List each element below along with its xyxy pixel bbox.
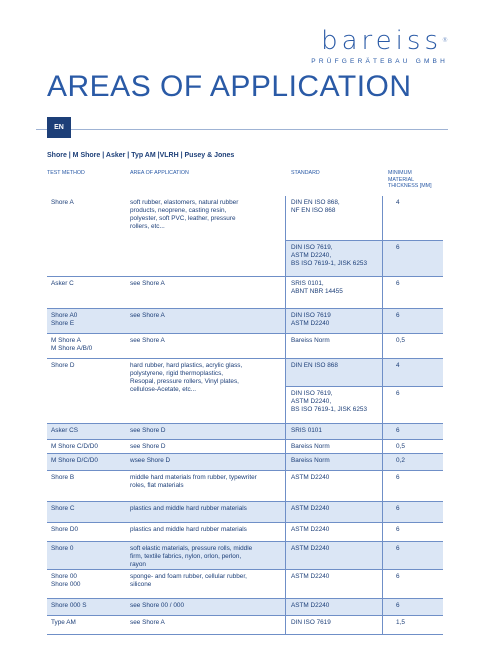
header-test-method: TEST METHOD [47,170,85,176]
column-divider [382,570,383,598]
area-cell: see Shore A [130,312,165,319]
column-divider [382,309,383,333]
test-method-cell: Shore 000 S [51,602,87,609]
standard-cell: ASTM D2240 [291,505,330,512]
column-divider [382,599,383,615]
test-method-cell: M Shore D/C/D0 [51,457,98,464]
standard-subrow [286,241,443,276]
min-thickness-cell: 1,5 [396,619,405,626]
area-cell: plastics and middle hard rubber materials [130,505,247,512]
standard-subrow [286,359,443,387]
column-divider [382,440,383,453]
table-row [47,359,443,424]
area-cell: soft elastic materials, pressure rolls, middle firm, textile fabrics, nylon, orlon, perlon, rayon [130,545,253,568]
table-row [47,454,443,471]
min-thickness-cell: 0,5 [396,443,405,450]
column-divider [382,454,383,470]
column-divider [285,424,286,439]
column-divider [285,502,286,522]
standard-subrow [286,277,443,308]
column-divider [285,334,286,358]
table-row [47,424,443,440]
test-method-cell: M Shore A M Shore A/B/0 [51,337,93,352]
brand-name-text: bareiss [321,26,442,56]
test-method-cell: Shore D0 [51,526,78,533]
min-thickness-cell: 6 [396,526,400,533]
table-row [47,502,443,523]
table-row [47,542,443,570]
test-method-cell: Shore 0 [51,545,74,552]
column-divider [382,359,383,423]
standard-cell: SRIS 0101, ABNT NBR 14455 [291,280,343,295]
test-method-cell: Asker C [51,280,74,287]
page-title: AREAS OF APPLICATION [47,70,412,103]
standard-subrow [286,471,443,501]
column-divider [285,471,286,501]
test-method-cell: Asker CS [51,427,78,434]
column-divider [285,616,286,634]
standard-subrow [286,523,443,541]
area-cell: see Shore 00 / 000 [130,602,185,609]
table-row [47,523,443,542]
column-divider [382,196,383,276]
standard-subrow [286,454,443,470]
column-divider [285,454,286,470]
column-divider [382,502,383,522]
min-thickness-cell: 0,5 [396,337,405,344]
language-badge: EN [47,117,71,138]
column-divider [285,277,286,308]
min-thickness-cell: 6 [396,427,400,434]
brand-tagline: PRÜFGERÄTEBAU GMBH [311,58,448,65]
min-thickness-cell: 6 [396,244,400,251]
min-thickness-cell: 6 [396,545,400,552]
min-thickness-cell: 6 [396,573,400,580]
area-cell: middle hard materials from rubber, typewriter roles, flat materials [130,474,257,489]
test-method-cell: M Shore C/D/D0 [51,443,98,450]
standard-cell: DIN EN ISO 868 [291,362,338,369]
standard-subrow [286,616,443,634]
test-method-cell: Shore C [51,505,75,512]
standard-subrow [286,387,443,423]
min-thickness-cell: 0,2 [396,457,405,464]
table-row [47,570,443,599]
standard-subrow [286,440,443,453]
min-thickness-cell: 6 [396,312,400,319]
table-row [47,334,443,359]
standard-subrow [286,309,443,333]
table-row [47,196,443,277]
standard-cell: ASTM D2240 [291,545,330,552]
standard-cell: ASTM D2240 [291,573,330,580]
column-divider [285,359,286,423]
test-method-cell: Type AM [51,619,76,626]
column-divider [285,309,286,333]
test-method-cell: Shore A0 Shore E [51,312,78,327]
registered-mark: ® [442,37,448,44]
test-method-cell: Shore 00 Shore 000 [51,573,81,588]
column-divider [382,277,383,308]
column-divider [382,542,383,569]
standard-cell: ASTM D2240 [291,526,330,533]
header-standard: STANDARD [291,170,320,176]
table-row [47,309,443,334]
column-divider [285,542,286,569]
test-method-cell: Shore D [51,362,75,369]
area-cell: plastics and middle hard rubber materials [130,526,247,533]
column-divider [382,616,383,634]
area-cell: see Shore A [130,619,165,626]
table-row [47,440,443,454]
table-row [47,277,443,309]
test-method-cell: Shore B [51,474,75,481]
area-cell: see Shore D [130,427,166,434]
table-row [47,471,443,502]
standard-subrow [286,334,443,358]
standard-cell: DIN ISO 7619, ASTM D2240, BS ISO 7619-1, JISK 6253 [291,244,368,267]
table-row [47,616,443,635]
column-divider [285,196,286,276]
area-cell: hard rubber, hard plastics, acrylic glass, polystyrene, rigid thermoplastics, Resopal, pressure rollers, Vinyl plates, cellulose-Acetate, etc... [130,362,243,393]
column-divider [382,523,383,541]
column-divider [382,334,383,358]
area-cell: see Shore D [130,443,166,450]
standard-cell: Bareiss Norm [291,337,330,344]
standard-subrow [286,196,443,241]
test-method-cell: Shore A [51,199,74,206]
brand-logo [311,28,448,65]
methods-line: Shore | M Shore | Asker | Typ AM |VLRH | Pusey & Jones [47,152,235,159]
column-divider [285,570,286,598]
title-divider [36,129,448,130]
standard-cell: ASTM D2240 [291,602,330,609]
min-thickness-cell: 4 [396,199,400,206]
standard-cell: Bareiss Norm [291,443,330,450]
area-cell: see Shore A [130,337,165,344]
standard-cell: ASTM D2240 [291,474,330,481]
standard-cell: DIN ISO 7619, ASTM D2240, BS ISO 7619-1, JISK 6253 [291,390,368,413]
column-divider [382,424,383,439]
standard-subrow [286,424,443,439]
min-thickness-cell: 4 [396,362,400,369]
application-table [47,196,443,635]
standard-cell: DIN EN ISO 868, NF EN ISO 868 [291,199,340,214]
column-divider [285,599,286,615]
min-thickness-cell: 6 [396,474,400,481]
area-cell: wsee Shore D [130,457,171,464]
column-divider [382,471,383,501]
standard-subrow [286,502,443,522]
area-cell: soft rubber, elastomers, natural rubber products, neoprene, casting resin, polyester, soft PVC, leather, pressure rollers, etc... [130,199,239,230]
column-divider [285,523,286,541]
min-thickness-cell: 6 [396,602,400,609]
column-divider [285,440,286,453]
standard-subrow [286,542,443,569]
area-cell: see Shore A [130,280,165,287]
min-thickness-cell: 6 [396,280,400,287]
min-thickness-cell: 6 [396,390,400,397]
header-min-thickness: MINIMUM MATERIAL THICKNESS [MM] [388,170,432,189]
brand-name [311,28,448,54]
table-row [47,599,443,616]
header-area: AREA OF APPLICATION [130,170,189,176]
standard-subrow [286,570,443,598]
standard-cell: Bareiss Norm [291,457,330,464]
standard-cell: DIN ISO 7619 [291,619,331,626]
min-thickness-cell: 6 [396,505,400,512]
standard-cell: SRIS 0101 [291,427,322,434]
area-cell: sponge- and foam rubber, cellular rubber, silicone [130,573,247,588]
standard-cell: DIN ISO 7619 ASTM D2240 [291,312,331,327]
standard-subrow [286,599,443,615]
